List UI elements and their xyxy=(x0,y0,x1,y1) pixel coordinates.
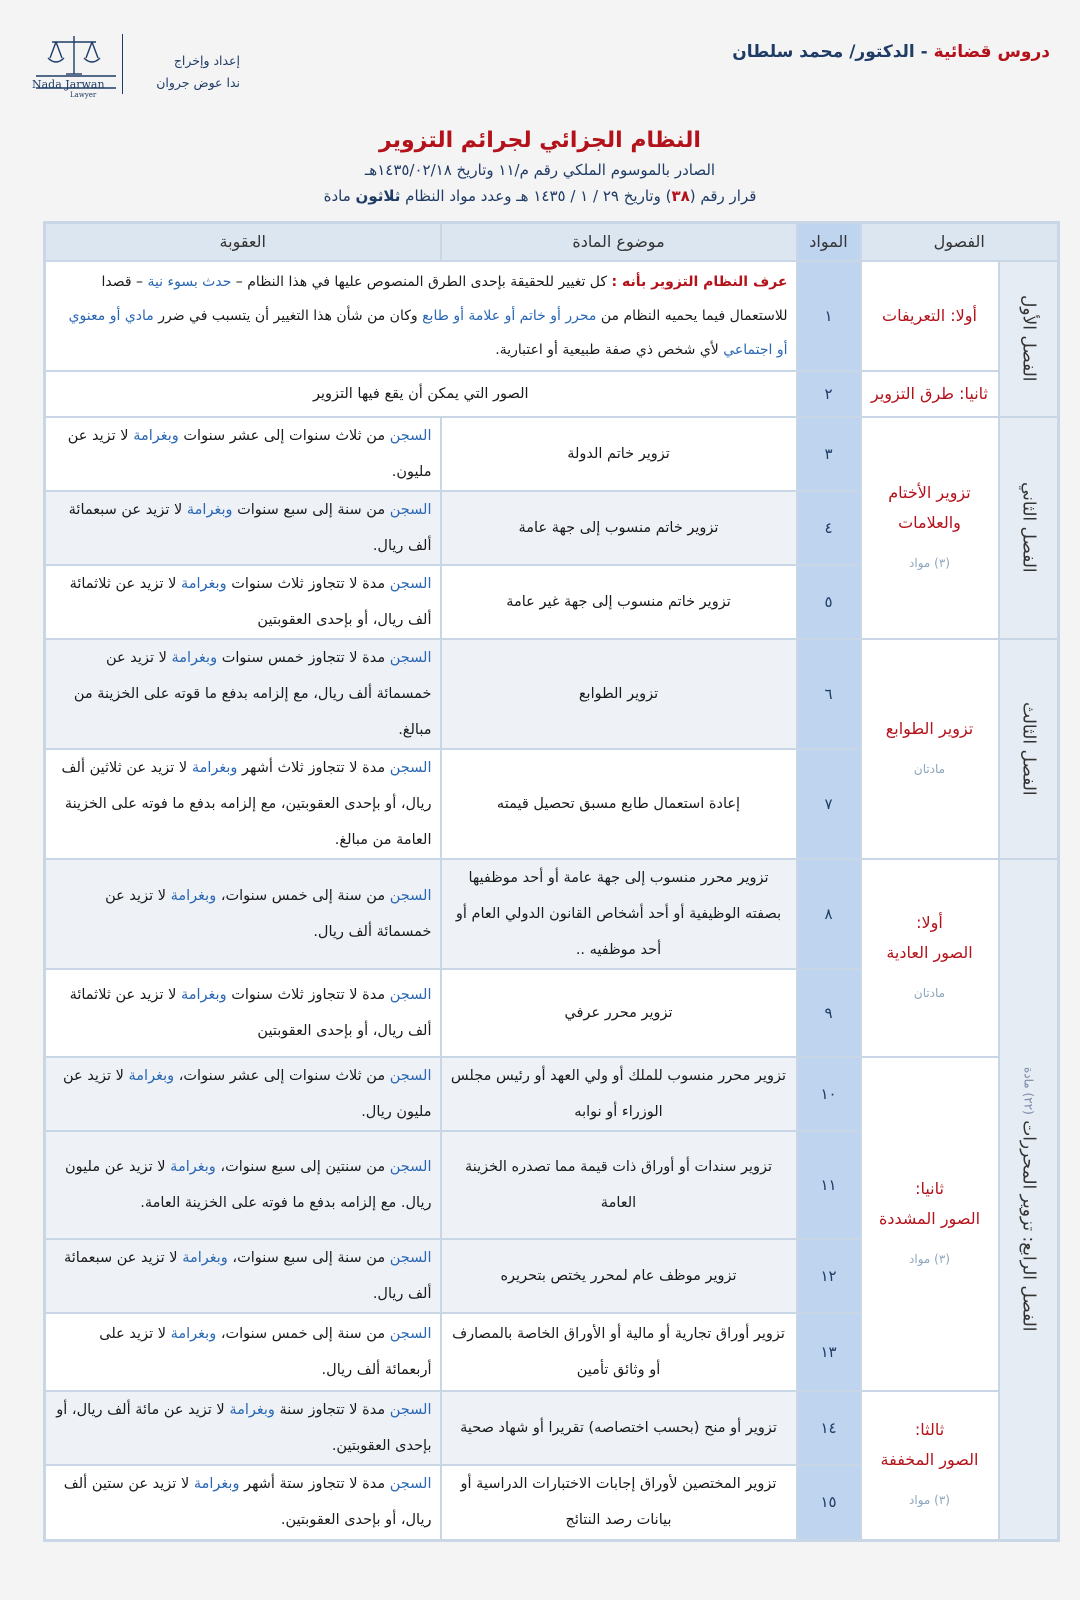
penalty-fine: وبغرامة xyxy=(171,649,218,666)
penalty-limit: لا تزيد عن خمسمائة ألف ريال، مع إلزامه بدفع ما قوته على الخزينة من مبالغ. xyxy=(73,649,432,738)
article-topic: تزوير محرر عرفي xyxy=(441,969,797,1057)
chapter-4-count: (٢٢) مادة xyxy=(1021,1067,1036,1115)
article-penalty xyxy=(45,749,441,859)
article-topic: تزوير خاتم الدولة xyxy=(441,417,797,491)
penalty-term: مدة لا تتجاوز سنة xyxy=(274,1401,390,1418)
penalty-limit: لا تزيد عن مليون ريال. مع إلزامه بدفع ما فوته على الخزينة العامة. xyxy=(65,1158,432,1211)
penalty-prison: السجن xyxy=(389,1249,432,1266)
decision-text-b: ) وتاريخ ٢٩ / ١ / ١٤٣٥ هـ وعدد مواد النظام xyxy=(400,187,672,205)
penalty-term: من سنة إلى سبع سنوات xyxy=(232,501,390,518)
penalty-fine: وبغرامة xyxy=(182,1249,228,1266)
section-stamps xyxy=(861,639,999,859)
table-row xyxy=(45,859,1059,969)
def-t7: مادي أو معنوي أو اجتماعي xyxy=(68,307,788,358)
course-dash: - xyxy=(914,42,934,62)
def-t2: كل تغيير للحقيقة بإحدى الطرق المنصوص عليها في هذا النظام – xyxy=(231,273,612,290)
article-number: ١ xyxy=(797,261,861,371)
penalty-term: من ثلاث سنوات إلى عشر سنوات، xyxy=(174,1067,390,1084)
penalty-limit: لا تزيد عن ستين ألف ريال، أو بإحدى العقوبتين. xyxy=(63,1476,432,1529)
chapter-4-label: الفصل الرابع: تزوير المحررات xyxy=(1018,1120,1039,1332)
penalty-limit: لا تزيد على أربعمائة ألف ريال. xyxy=(99,1325,432,1378)
penalty-prison: السجن xyxy=(389,887,432,904)
penalty-prison: السجن xyxy=(389,1158,432,1175)
prepared-by-text xyxy=(128,50,240,94)
section-aggravated-count: (٣) مواد xyxy=(909,1251,950,1266)
penalty-fine: وبغرامة xyxy=(170,1325,217,1342)
penalty-term: مدة لا تتجاوز ستة أشهر xyxy=(239,1476,390,1493)
decision-text-a: قرار رقم ( xyxy=(689,187,757,205)
logo-name: Nada Jarwan xyxy=(32,78,105,91)
article-penalty xyxy=(45,1465,441,1541)
article-number: ١٣ xyxy=(797,1313,861,1391)
penalty-fine: وبغرامة xyxy=(191,759,238,776)
def-t5: محرر أو خاتم أو علامة أو طابع xyxy=(422,307,597,324)
article-number: ١١ xyxy=(797,1131,861,1239)
def-t3: حدث بسوء نية xyxy=(147,273,232,290)
chapter-2-label: الفصل الثاني xyxy=(1018,482,1039,573)
header-topic: موضوع المادة xyxy=(441,223,797,261)
article-number: ١٥ xyxy=(797,1465,861,1541)
article-number: ١٠ xyxy=(797,1057,861,1131)
header xyxy=(20,28,1060,108)
chapter-2 xyxy=(999,417,1059,639)
article-penalty xyxy=(45,417,441,491)
article-number: ٥ xyxy=(797,565,861,639)
penalty-limit: لا تزيد عن مليون ريال. xyxy=(63,1067,432,1120)
section-stamps-count: مادتان xyxy=(913,761,946,776)
table-row xyxy=(45,261,1059,371)
penalty-limit: لا تزيد عن سبعمائة ألف ريال. xyxy=(63,1249,432,1302)
decision-text-c: مادة xyxy=(323,187,356,205)
section-seals-label: تزوير الأختام والعلامات xyxy=(888,482,971,532)
article-penalty xyxy=(45,491,441,565)
section-mitigated xyxy=(861,1391,999,1541)
section-seals-count: (٣) مواد xyxy=(909,555,950,570)
section-stamps-label: تزوير الطوابع xyxy=(885,718,974,738)
section-definitions: أولا: التعريفات xyxy=(861,261,999,371)
article-count: ثلاثون xyxy=(355,187,401,205)
penalty-fine: وبغرامة xyxy=(170,1158,216,1175)
penalty-fine: وبغرامة xyxy=(180,575,227,592)
penalty-prison: السجن xyxy=(389,649,432,666)
penalty-term: من سنة إلى خمس سنوات، xyxy=(216,1325,390,1342)
penalty-prison: السجن xyxy=(389,759,432,776)
section-aggravated xyxy=(861,1057,999,1391)
article-topic: تزوير موظف عام لمحرر يختص بتحريره xyxy=(441,1239,797,1313)
penalty-fine: وبغرامة xyxy=(229,1401,275,1418)
article-penalty xyxy=(45,969,441,1057)
article-topic: تزوير محرر منسوب إلى جهة عامة أو أحد موظفيها بصفته الوظيفية أو أحد أشخاص القانون الدولي العام أو أحد موظفيه .. xyxy=(441,859,797,969)
penalty-fine: وبغرامة xyxy=(186,501,233,518)
section-aggravated-b: الصور المشددة xyxy=(878,1208,981,1228)
article-number: ١٤ xyxy=(797,1391,861,1465)
penalty-limit: لا تزيد عن خمسمائة ألف ريال. xyxy=(105,887,432,940)
article-penalty xyxy=(45,1313,441,1391)
page-title: النظام الجزائي لجرائم التزوير xyxy=(379,128,701,153)
article-topic: تزوير سندات أو أوراق ذات قيمة مما تصدره الخزينة العامة xyxy=(441,1131,797,1239)
header-articles: المواد xyxy=(797,223,861,261)
penalty-prison: السجن xyxy=(389,986,432,1003)
penalty-fine: وبغرامة xyxy=(128,1067,175,1084)
penalty-fine: وبغرامة xyxy=(133,427,179,444)
chapter-3-label: الفصل الثالث xyxy=(1018,701,1039,796)
course-title xyxy=(732,42,1050,62)
decision-number: ٣٨ xyxy=(671,187,690,205)
def-t1: عرف النظام التزوير بأنه : xyxy=(611,273,788,290)
penalty-term: من سنتين إلى سبع سنوات، xyxy=(215,1158,390,1175)
section-mitigated-b: الصور المخففة xyxy=(880,1450,979,1470)
penalty-term: من سنة إلى خمس سنوات، xyxy=(216,887,390,904)
table-row xyxy=(45,1391,1059,1465)
penalty-limit: لا تزيد عن ثلاثمائة ألف ريال، أو بإحدى العقوبتين xyxy=(69,986,432,1039)
penalty-limit: لا تزيد عن ثلاثين ألف ريال، أو بإحدى العقوبتين، مع إلزامه بدفع ما فوته على الخزينة العامة من مبالغ. xyxy=(61,759,432,848)
subtitle-decree: الصادر بالموسوم الملكي رقم م/١١ وتاريخ ١٤٣٥/٠٢/١٨هـ xyxy=(364,161,716,179)
article-topic: تزوير أوراق تجارية أو مالية أو الأوراق الخاصة بالمصارف أو وثائق تأمين xyxy=(441,1313,797,1391)
def-t6: وكان من شأن هذا التغيير أن يتسبب في ضرر xyxy=(153,307,423,324)
article-topic: تزوير محرر منسوب للملك أو ولي العهد أو رئيس مجلس الوزراء أو نوابه xyxy=(441,1057,797,1131)
subtitle-decision xyxy=(20,187,1060,205)
prepared-by xyxy=(30,30,240,100)
penalty-term: مدة لا تتجاوز خمس سنوات xyxy=(217,649,390,666)
penalty-limit: لا تزيد عن مليون. xyxy=(67,427,432,480)
section-seals xyxy=(861,417,999,639)
article-number: ٤ xyxy=(797,491,861,565)
header-penalty: العقوبة xyxy=(45,223,441,261)
author: الدكتور/ محمد سلطان xyxy=(732,42,915,62)
article-topic: تزوير الطوابع xyxy=(441,639,797,749)
penalty-prison: السجن xyxy=(389,1476,432,1493)
section-ordinary-count: مادتان xyxy=(913,985,946,1000)
chapter-1-label: الفصل الأول xyxy=(1018,295,1039,382)
penalty-term: مدة لا تتجاوز ثلاث سنوات xyxy=(226,575,390,592)
header-chapters: الفصول xyxy=(861,223,1059,261)
penalty-fine: وبغرامة xyxy=(180,986,227,1003)
article-number: ٧ xyxy=(797,749,861,859)
table-row xyxy=(45,1057,1059,1131)
article-penalty xyxy=(45,1131,441,1239)
penalty-term: من سنة إلى سبع سنوات، xyxy=(227,1249,390,1266)
section-ordinary-b: الصور العادية xyxy=(886,942,973,962)
article-number: ٩ xyxy=(797,969,861,1057)
table-header-row xyxy=(45,223,1059,261)
penalty-fine: وبغرامة xyxy=(170,887,217,904)
penalty-prison: السجن xyxy=(389,427,432,444)
section-methods: ثانيا: طرق التزوير xyxy=(861,371,999,417)
article-topic: تزوير أو منح (بحسب اختصاصه) تقريرا أو شهاد صحية xyxy=(441,1391,797,1465)
article-penalty xyxy=(45,565,441,639)
article-penalty xyxy=(45,1057,441,1131)
penalty-prison: السجن xyxy=(389,575,432,592)
article-penalty xyxy=(45,1391,441,1465)
penalty-prison: السجن xyxy=(389,501,432,518)
section-mitigated-a: ثالثا: xyxy=(914,1420,945,1440)
penalty-fine: وبغرامة xyxy=(193,1476,240,1493)
section-mitigated-count: (٣) مواد xyxy=(909,1493,950,1508)
penalty-limit: لا تزيد عن ثلاثمائة ألف ريال، أو بإحدى العقوبتين xyxy=(69,575,432,628)
course-label: دروس قضائية xyxy=(933,42,1050,62)
chapter-1 xyxy=(999,261,1059,417)
def-t8: لأي شخص ذي صفة طبيعية أو اعتبارية. xyxy=(495,341,724,358)
penalty-prison: السجن xyxy=(389,1325,432,1342)
section-ordinary xyxy=(861,859,999,1057)
penalty-limit: لا تزيد عن سبعمائة ألف ريال. xyxy=(68,501,432,554)
articles-table xyxy=(43,221,1060,1542)
penalty-term: من ثلاث سنوات إلى عشر سنوات xyxy=(178,427,390,444)
article-penalty xyxy=(45,1239,441,1313)
penalty-term: مدة لا تتجاوز ثلاث سنوات xyxy=(226,986,390,1003)
def-t4: – قصدا للاستعمال فيما يحميه النظام من xyxy=(101,273,788,324)
chapter-4 xyxy=(999,859,1059,1541)
article-number: ٣ xyxy=(797,417,861,491)
table-row xyxy=(45,639,1059,749)
chapter-3 xyxy=(999,639,1059,859)
penalty-limit: لا تزيد عن مائة ألف ريال، أو بإحدى العقوبتين. xyxy=(56,1401,432,1454)
article-number: ٨ xyxy=(797,859,861,969)
penalty-term: مدة لا تتجاوز ثلاث أشهر xyxy=(237,759,390,776)
table-row xyxy=(45,371,1059,417)
section-aggravated-a: ثانيا: xyxy=(915,1178,944,1198)
article-topic: تزوير خاتم منسوب إلى جهة عامة xyxy=(441,491,797,565)
prepared-by-name: ندا عوض جروان xyxy=(156,75,240,90)
article-number: ١٢ xyxy=(797,1239,861,1313)
article-number: ٦ xyxy=(797,639,861,749)
penalty-prison: السجن xyxy=(389,1401,432,1418)
separator xyxy=(122,34,123,94)
logo-subtitle: Lawyer xyxy=(70,91,97,99)
definition-cell xyxy=(45,261,797,371)
article-topic: الصور التي يمكن أن يقع فيها التزوير xyxy=(45,371,797,417)
section-ordinary-a: أولا: xyxy=(916,912,943,932)
table-row xyxy=(45,417,1059,491)
prepared-by-label: إعداد وإخراج xyxy=(173,53,240,68)
article-topic: إعادة استعمال طابع مسبق تحصيل قيمته xyxy=(441,749,797,859)
article-topic: تزوير خاتم منسوب إلى جهة غير عامة xyxy=(441,565,797,639)
penalty-prison: السجن xyxy=(389,1067,432,1084)
article-penalty xyxy=(45,639,441,749)
article-topic: تزوير المختصين لأوراق إجابات الاختبارات الدراسية أو بيانات رصد النتائج xyxy=(441,1465,797,1541)
article-number: ٢ xyxy=(797,371,861,417)
article-penalty xyxy=(45,859,441,969)
